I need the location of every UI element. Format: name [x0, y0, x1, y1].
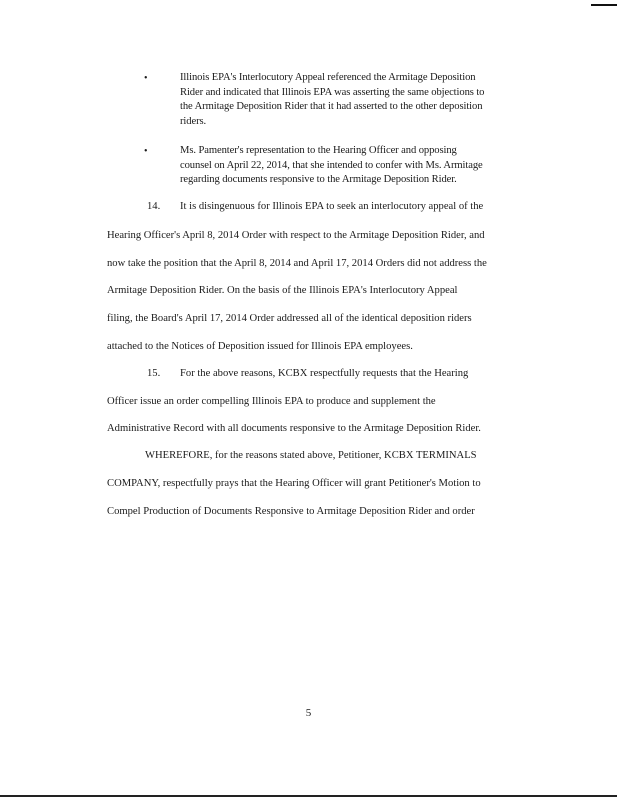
paragraph-14-lead: It is disingenuous for Illinois EPA to seek an interlocutory appeal of the — [180, 201, 484, 212]
bullet-line: riders. — [180, 115, 207, 127]
paragraph-14-line: Hearing Officer's April 8, 2014 Order with respect to the Armitage Deposition Rider, and — [107, 230, 485, 241]
paragraph-14-line: filing, the Board's April 17, 2014 Order addressed all of the identical deposition riders — [107, 313, 472, 324]
scan-corner-mark — [591, 4, 617, 6]
paragraph-15-lead: For the above reasons, KCBX respectfully requests that the Hearing — [180, 368, 469, 379]
bullet-item-armitage-appeal — [180, 71, 542, 129]
bullet-line: the Armitage Deposition Rider that it had asserted to the other deposition — [180, 101, 483, 112]
paragraph-15-line: Officer issue an order compelling Illinois EPA to produce and supplement the — [107, 396, 436, 407]
paragraph-14-line: Armitage Deposition Rider. On the basis of the Illinois EPA's Interlocutory Appeal — [107, 285, 458, 296]
scan-bottom-rule — [0, 795, 617, 797]
paragraph-14-line: now take the position that the April 8, 2014 and April 17, 2014 Orders did not address the — [107, 258, 487, 269]
page-number: 5 — [305, 707, 312, 719]
bullet-line: regarding documents responsive to the Armitage Deposition Rider. — [180, 174, 457, 185]
paragraph-15-line: Administrative Record with all documents responsive to the Armitage Deposition Rider. — [107, 423, 481, 434]
wherefore-line: COMPANY, respectfully prays that the Hearing Officer will grant Petitioner's Motion to — [107, 478, 481, 489]
paragraph-number: 14. — [147, 201, 161, 212]
wherefore-line: Compel Production of Documents Responsive to Armitage Deposition Rider and order — [107, 506, 475, 517]
wherefore-lead: WHEREFORE, for the reasons stated above, Petitioner, KCBX TERMINALS — [145, 450, 477, 461]
bullet-item-pamenter-representation — [180, 144, 542, 188]
bullet-line: Illinois EPA's Interlocutory Appeal referenced the Armitage Deposition — [180, 72, 476, 83]
paragraph-number: 15. — [147, 368, 161, 379]
bullet-line: counsel on April 22, 2014, that she intended to confer with Ms. Armitage — [180, 159, 483, 171]
bullet-marker: • — [144, 73, 148, 84]
bullet-line: Ms. Pamenter's representation to the Hearing Officer and opposing — [180, 145, 457, 156]
bullet-marker: • — [144, 146, 148, 157]
bullet-line: Rider and indicated that Illinois EPA was asserting the same objections to — [180, 86, 485, 98]
paragraph-14-line: attached to the Notices of Deposition issued for Illinois EPA employees. — [107, 341, 413, 352]
